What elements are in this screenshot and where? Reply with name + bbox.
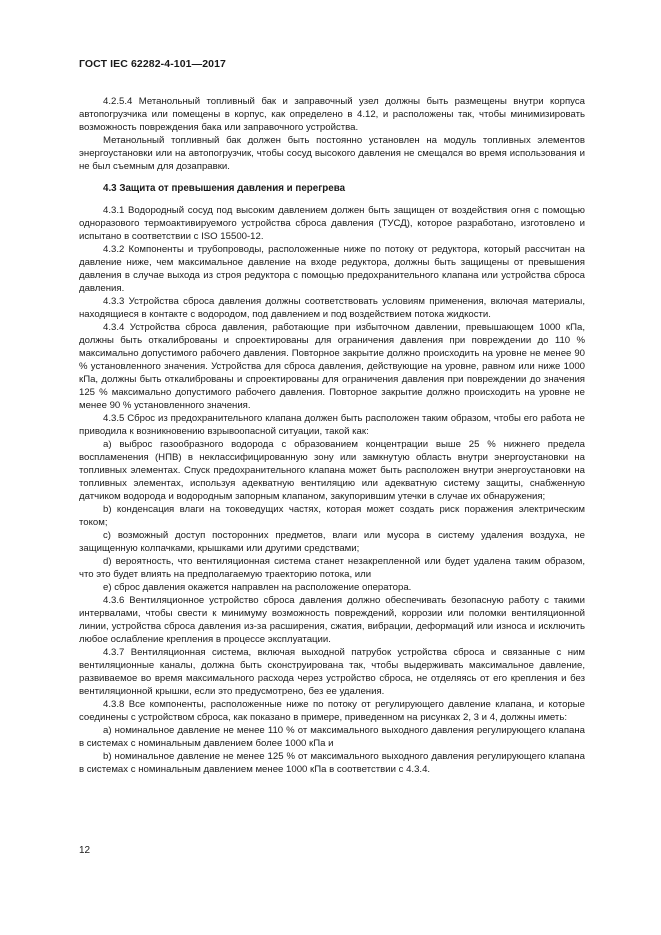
list-item-d: d) вероятность, что вентиляционная система станет незакрепленной или будет удалена таким образом, что это будет влиять на предполагаемую траекторию потока, или <box>79 556 585 580</box>
paragraph-4-3-8: 4.3.8 Все компоненты, расположенные ниже по потоку от регулирующего давление клапана, и которые соединены с устройством сброса, как показано в примере, приведенном на рисунках 2, 3 и 4, должны иметь: <box>79 699 585 723</box>
list-item-b-pressure: b) номинальное давление не менее 125 % от максимального выходного давления регулирующего клапана в системах с номинальным давлением менее 1000 кПа в соответствии с 4.3.4. <box>79 751 585 775</box>
paragraph-4-3-6: 4.3.6 Вентиляционное устройство сброса давления должно обеспечивать безопасную работу с такими интервалами, чтобы свести к минимуму возможность повреждений, коррозии или поломки вентиляционной линии, устройства сброса давления из-за расширения, сжатия, вибрации, деформаций или износа и исключить любое ослабление крепления в процессе эксплуатации. <box>79 595 585 645</box>
paragraph-4-3-7: 4.3.7 Вентиляционная система, включая выходной патрубок устройства сброса и связанные с ним вентиляционные каналы, должна быть сконструирована так, чтобы выдерживать максимальное давление, развиваемое во время максимального расхода через устройство сброса, не отделяясь от его крепления и без вентиляционной крышки, если это предусмотрено, без ее удаления. <box>79 647 585 697</box>
list-item-a: a) выброс газообразного водорода с образованием концентрации выше 25 % нижнего предела воспламенения (НПВ) в неклассифицированную зону или замкнутую область внутри энергоустановки на топливных элементах. Спуск предохранительного клапана может быть расположен внутри энергоустановки на топливных элементах, используя адекватную вентиляцию или адекватную систему защиты, снабженную датчиком водорода и водородным запорным клапаном, закупорившим утечки в случае их обнаружения; <box>79 439 585 502</box>
paragraph-methanol-tank: Метанольный топливный бак должен быть постоянно установлен на модуль топливных элементов энергоустановки или на автопогрузчик, чтобы сосуд высокого давления не смещался во время использования и не был съемным для дозаправки. <box>79 135 585 172</box>
paragraph-4-3-3: 4.3.3 Устройства сброса давления должны соответствовать условиям применения, включая материалы, находящиеся в контакте с водородом, под давлением и под воздействием потока жидкости. <box>79 296 585 320</box>
paragraph-4-3-4: 4.3.4 Устройства сброса давления, работающие при избыточном давлении, превышающем 1000 кПа, должны быть откалиброваны и спроектированы для ограничения давления при повреждении до 110 % максимально допустимого рабочего давления. Повторное закрытие должно происходить на уровне не менее 90 % установленного значения. Устройства для сброса давления, действующие на уровне, равном или ниже 1000 кПа, должны быть откалиброваны и спроектированы для ограничения давления при повреждении до значения 125 % максимально допустимого рабочего давления. Повторное закрытие должно происходить на уровне не менее 90 % установленного значения. <box>79 322 585 411</box>
section-heading: 4.3 Защита от превышения давления и перегрева <box>103 183 346 194</box>
paragraph-4-3-1: 4.3.1 Водородный сосуд под высоким давлением должен быть защищен от воздействия огня с помощью одноразового термоактивируемого устройства сброса давления (ТУСД), которое разработано, изготовлено и испытано в соответствии с ISO 15500-12. <box>79 205 585 242</box>
paragraph-4-3-2: 4.3.2 Компоненты и трубопроводы, расположенные ниже по потоку от редуктора, который рассчитан на давление ниже, чем максимальное давление на входе редуктора, должны быть защищены от превышения давления в случае выхода из строя редуктора с помощью предохранительного клапана или устройства сброса давления. <box>79 244 585 294</box>
paragraph-4-2-5-4: 4.2.5.4 Метанольный топливный бак и заправочный узел должны быть размещены внутри корпуса автопогрузчика или помещены в корпус, как определено в 4.12, и расположены так, чтобы минимизировать возможность повреждения бака или заправочного устройства. <box>79 96 585 133</box>
document-body <box>79 95 585 776</box>
list-item-e: e) сброс давления окажется направлен на расположение оператора. <box>103 582 412 593</box>
paragraph-4-3-5: 4.3.5 Сброс из предохранительного клапана должен быть расположен таким образом, чтобы его работа не приводила к возникновению взрывоопасной ситуации, такой как: <box>79 413 585 437</box>
list-item-a-pressure: a) номинальное давление не менее 110 % от максимального выходного давления регулирующего клапана в системах с номинальным давлением более 1000 кПа и <box>79 725 585 749</box>
list-item-b: b) конденсация влаги на токоведущих частях, которая может создать риск поражения электрическим током; <box>79 504 585 528</box>
page-number: 12 <box>79 845 91 856</box>
list-item-c: c) возможный доступ посторонних предметов, влаги или мусора в систему удаления воздуха, не защищенную колпачками, крышками или другими средствами; <box>79 530 585 554</box>
document-code: ГОСТ IEC 62282-4-101—2017 <box>79 58 226 70</box>
